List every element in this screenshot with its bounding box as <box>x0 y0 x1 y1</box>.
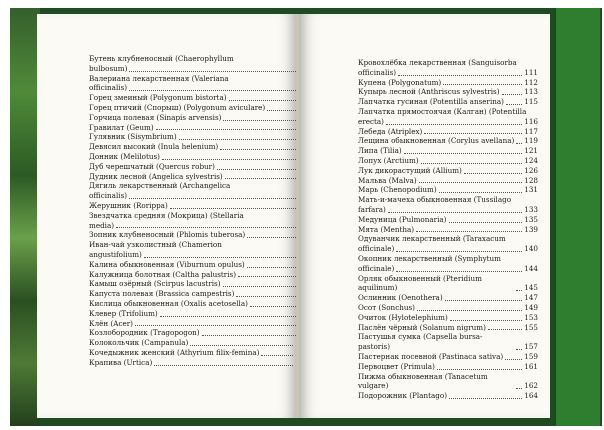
toc-entry-title: Валериана лекарственная (Valeriana <box>89 73 229 83</box>
table-of-contents-right <box>358 58 538 401</box>
toc-entry <box>89 142 309 152</box>
toc-entry-title: Очиток (Hylotelephium) <box>358 312 448 322</box>
dot-leader <box>261 355 293 356</box>
toc-entry <box>358 136 538 146</box>
toc-entry <box>89 309 309 319</box>
toc-entry <box>89 270 309 280</box>
toc-entry <box>358 264 538 274</box>
dot-leader <box>421 163 523 164</box>
toc-entry-title: Лопух (Arctium) <box>358 155 419 165</box>
toc-entry <box>358 225 538 235</box>
toc-entry-title: officinale) <box>358 263 395 273</box>
toc-entry <box>89 211 309 221</box>
dot-leader <box>398 75 522 76</box>
toc-entry <box>358 68 538 78</box>
dot-leader <box>170 208 298 209</box>
toc-entry <box>358 391 538 401</box>
toc-entry <box>89 113 309 123</box>
toc-entry-title: Кровохлёбка лекарственная (Sanguisorba <box>358 58 517 67</box>
toc-entry-title: Пастушья сумка (Capsella bursa-pastoris) <box>358 332 483 352</box>
toc-page-number: 121 <box>524 146 538 156</box>
dot-leader <box>404 153 523 154</box>
toc-entry <box>358 58 538 68</box>
toc-entry-title: Горец птичий (Спорыш) (Polygonum aviculare) <box>89 102 266 112</box>
toc-entry <box>358 303 538 313</box>
toc-entry <box>358 293 538 303</box>
toc-entry <box>358 117 538 127</box>
toc-entry <box>89 132 309 142</box>
toc-page-number: 131 <box>524 185 538 195</box>
dot-leader <box>396 271 522 272</box>
toc-entry <box>358 78 538 88</box>
toc-entry-title: officinalis) <box>89 191 128 201</box>
toc-entry-title: Купырь лесной (Anthriscus sylvestris) <box>358 87 500 97</box>
dot-leader <box>238 276 298 277</box>
toc-page-number: 139 <box>524 224 538 234</box>
toc-entry-title: Колокольчик (Campanula) <box>89 338 189 348</box>
toc-entry-title: Осот (Sonchus) <box>358 302 415 312</box>
toc-entry <box>89 221 309 231</box>
dot-leader <box>135 325 298 326</box>
toc-entry <box>358 87 538 97</box>
toc-page-number: 128 <box>524 175 538 185</box>
toc-entry-title: Клён (Acer) <box>89 318 133 328</box>
dot-leader <box>144 257 298 258</box>
toc-entry <box>89 54 309 64</box>
toc-entry-title: Жерушник (Rorippa) <box>89 200 168 210</box>
toc-entry <box>89 152 309 162</box>
toc-entry-title: Калужница болотная (Caltha palustris) <box>89 269 237 279</box>
toc-entry-title: Окопник лекарственный (Symphytum <box>358 253 501 263</box>
toc-entry-title: Иван-чай узколистный (Chamerion <box>89 240 222 250</box>
dot-leader <box>129 71 297 72</box>
toc-page-number: 144 <box>524 263 538 273</box>
toc-entry-title: Липа (Tilia) <box>358 146 402 156</box>
toc-entry <box>358 332 538 352</box>
toc-entry <box>89 83 309 93</box>
dot-leader <box>156 129 298 130</box>
dot-leader <box>419 182 523 183</box>
toc-entry-title: Зопник клубненосный (Phlomis tuberosa) <box>89 230 246 240</box>
dot-leader <box>516 388 522 389</box>
dot-leader <box>162 159 298 160</box>
toc-entry-title: Крапива (Urtica) <box>89 357 153 367</box>
toc-entry <box>89 250 309 260</box>
toc-entry <box>89 181 309 191</box>
dot-leader <box>450 320 523 321</box>
dot-leader <box>437 369 522 370</box>
dot-leader <box>220 149 298 150</box>
toc-page-number: 112 <box>524 77 538 87</box>
toc-entry <box>358 97 538 107</box>
dot-leader <box>388 212 522 213</box>
toc-entry <box>89 328 309 338</box>
toc-entry-title: Одуванчик лекарственный (Taraxacum <box>358 234 506 244</box>
dot-leader <box>179 139 298 140</box>
toc-page-number: 126 <box>524 165 538 175</box>
toc-page-number: 162 <box>524 381 538 391</box>
dot-leader <box>449 398 522 399</box>
dot-leader <box>236 296 297 297</box>
toc-entry <box>89 172 309 182</box>
foliage-photo <box>10 8 40 426</box>
dot-leader <box>267 110 298 111</box>
toc-page-number: 119 <box>524 136 538 146</box>
toc-entry-title: Горец змеиный (Polygonum bistorta) <box>89 93 227 103</box>
toc-entry-title: Пижма обыкновенная (Tanacetum vulgare) <box>358 371 488 391</box>
toc-entry <box>358 205 538 215</box>
toc-page-number: 145 <box>524 283 538 293</box>
toc-entry <box>358 127 538 137</box>
dot-leader <box>386 124 522 125</box>
dot-leader <box>516 349 522 350</box>
dot-leader <box>516 143 522 144</box>
toc-entry <box>89 93 309 103</box>
toc-entry <box>89 64 309 74</box>
dot-leader <box>439 192 523 193</box>
toc-entry <box>89 162 309 172</box>
dot-leader <box>505 359 522 360</box>
toc-page-number: 124 <box>524 155 538 165</box>
toc-page-number: 113 <box>524 87 538 97</box>
dot-leader <box>223 120 297 121</box>
toc-entry <box>89 230 309 240</box>
toc-entry-title: Кислица обыкновенная (Oxalis acetosella) <box>89 298 248 308</box>
toc-entry <box>358 156 538 166</box>
toc-page-number: 117 <box>524 126 538 136</box>
green-cover-strip <box>556 8 600 426</box>
toc-entry <box>89 299 309 309</box>
toc-entry-title: Гулявник (Sisymbrium) <box>89 132 177 142</box>
dot-leader <box>247 237 298 238</box>
toc-page-number: 164 <box>524 391 538 401</box>
toc-entry-title: Горчица полевая (Sinapis arvensis) <box>89 112 222 122</box>
toc-entry <box>358 185 538 195</box>
dot-leader <box>116 227 298 228</box>
dot-leader <box>396 251 522 252</box>
toc-page-number: 111 <box>524 67 538 77</box>
table-of-contents-left <box>89 54 309 368</box>
toc-entry <box>89 319 309 329</box>
toc-entry <box>89 201 309 211</box>
toc-entry <box>358 254 538 264</box>
toc-page-number: 115 <box>524 97 538 107</box>
left-page <box>37 14 297 418</box>
dot-leader <box>424 133 522 134</box>
toc-entry-title: Мята (Mentha) <box>358 224 415 234</box>
toc-page-number: 159 <box>524 351 538 361</box>
toc-entry-title: Девясил высокий (Inula helenium) <box>89 142 219 152</box>
toc-entry <box>89 103 309 113</box>
toc-entry-title: Кочедыжник женский (Athyrium filix-femina) <box>89 347 260 357</box>
toc-entry <box>89 240 309 250</box>
toc-entry-title: Лебеда (Atriplex) <box>358 126 423 136</box>
toc-entry-title: Медуница (Pulmonaria) <box>358 214 447 224</box>
toc-entry <box>89 191 309 201</box>
toc-entry <box>89 348 309 358</box>
dot-leader <box>190 345 293 346</box>
toc-entry <box>358 244 538 254</box>
dot-leader <box>129 198 298 199</box>
toc-entry-title: Подорожник (Plantago) <box>358 391 448 401</box>
toc-entry <box>358 372 538 392</box>
toc-entry <box>89 279 309 289</box>
dot-leader <box>502 94 523 95</box>
toc-entry <box>89 358 309 368</box>
toc-entry-title: erecta) <box>358 116 384 126</box>
dot-leader <box>417 310 522 311</box>
toc-entry-title: Гравилат (Geum) <box>89 122 154 132</box>
toc-page-number: 161 <box>524 361 538 371</box>
toc-entry-title: Ослинник (Oenothera) <box>358 293 443 303</box>
toc-entry <box>89 123 309 133</box>
dot-leader <box>229 100 298 101</box>
toc-page-number: 157 <box>524 342 538 352</box>
dot-leader <box>154 365 293 366</box>
dot-leader <box>488 329 522 330</box>
toc-entry-title: Лапчатка прямостоячая (Калган) (Potentilla <box>358 106 527 116</box>
dot-leader <box>247 267 298 268</box>
toc-entry-title: Марь (Chenopodium) <box>358 185 437 195</box>
dot-leader <box>443 84 522 85</box>
toc-page-number: 147 <box>524 293 538 303</box>
toc-entry-title: Дуб черешчатый (Quercus robur) <box>89 161 215 171</box>
toc-entry-title: Мальва (Malva) <box>358 175 417 185</box>
toc-entry-title: Капуста полевая (Brassica campestris) <box>89 289 235 299</box>
toc-entry <box>358 234 538 244</box>
dot-leader <box>449 222 523 223</box>
dot-leader <box>129 90 298 91</box>
toc-page-number: 153 <box>524 312 538 322</box>
dot-leader <box>445 300 523 301</box>
toc-entry-title: bulbosum) <box>89 63 128 73</box>
toc-entry-title: Лук дикорастущий (Allium) <box>358 165 462 175</box>
toc-entry <box>89 260 309 270</box>
toc-entry-title: Паслён чёрный (Solanum nigrum) <box>358 322 486 332</box>
dot-leader <box>516 290 522 291</box>
dot-leader <box>160 316 298 317</box>
toc-entry <box>358 215 538 225</box>
toc-entry <box>358 166 538 176</box>
toc-page-number: 149 <box>524 302 538 312</box>
toc-page-number: 155 <box>524 322 538 332</box>
dot-leader <box>202 335 298 336</box>
toc-page-number: 135 <box>524 214 538 224</box>
toc-entry-title: angustifolium) <box>89 249 142 259</box>
toc-entry-title: media) <box>89 220 115 230</box>
toc-entry <box>89 289 309 299</box>
dot-leader <box>250 306 298 307</box>
toc-entry-title: Клевер (Trifolium) <box>89 308 158 318</box>
toc-page-number: 133 <box>524 204 538 214</box>
toc-entry <box>358 274 538 294</box>
toc-entry-title: Лещина обыкновенная (Corylus avellana) <box>358 136 515 146</box>
dot-leader <box>506 104 522 105</box>
toc-entry-title: Мать-и-мачеха обыкновенная (Tussilago <box>358 195 512 205</box>
toc-entry <box>358 195 538 205</box>
toc-entry-title: officinalis) <box>89 83 128 93</box>
dot-leader <box>223 286 298 287</box>
toc-entry-title: officinale) <box>358 244 395 254</box>
toc-entry-title: Орляк обыкновенный (Pteridium aquilinum) <box>358 273 482 293</box>
toc-entry-title: Пастернак посевной (Pastinaca sativa) <box>358 351 504 361</box>
toc-entry-title: farfara) <box>358 204 386 214</box>
toc-entry-title: Дудник лесной (Angelica sylvestris) <box>89 171 223 181</box>
dot-leader <box>225 178 298 179</box>
toc-entry <box>358 313 538 323</box>
toc-entry <box>358 176 538 186</box>
dot-leader <box>217 169 298 170</box>
toc-entry <box>89 74 309 84</box>
toc-entry-title: Калина обыкновенная (Viburnum opulus) <box>89 259 245 269</box>
toc-entry-title: Первоцвет (Primula) <box>358 361 435 371</box>
toc-entry <box>358 323 538 333</box>
toc-entry-title: Донник (Melilotus) <box>89 151 160 161</box>
toc-entry-title: Купена (Polygonatum) <box>358 77 442 87</box>
toc-page-number: 116 <box>524 116 538 126</box>
toc-entry <box>358 362 538 372</box>
toc-entry-title: Лапчатка гусиная (Potentilla anserina) <box>358 97 504 107</box>
toc-entry-title: Звездчатка средняя (Мокрица) (Stellaria <box>89 210 244 220</box>
toc-entry-title: Бутень клубненосный (Chaerophyllum <box>89 54 234 63</box>
toc-page-number: 140 <box>524 244 538 254</box>
toc-entry-title: officinalis) <box>358 67 397 77</box>
toc-entry <box>358 352 538 362</box>
toc-entry <box>89 338 309 348</box>
toc-entry <box>358 146 538 156</box>
toc-entry <box>358 107 538 117</box>
dot-leader <box>416 231 522 232</box>
toc-entry-title: Дягиль лекарственный (Archangelica <box>89 181 231 191</box>
toc-entry-title: Камыш озёрный (Scirpus lacustris) <box>89 279 221 289</box>
right-page <box>299 14 550 418</box>
toc-entry-title: Козлобородник (Tragopogon) <box>89 328 200 338</box>
dot-leader <box>464 173 522 174</box>
